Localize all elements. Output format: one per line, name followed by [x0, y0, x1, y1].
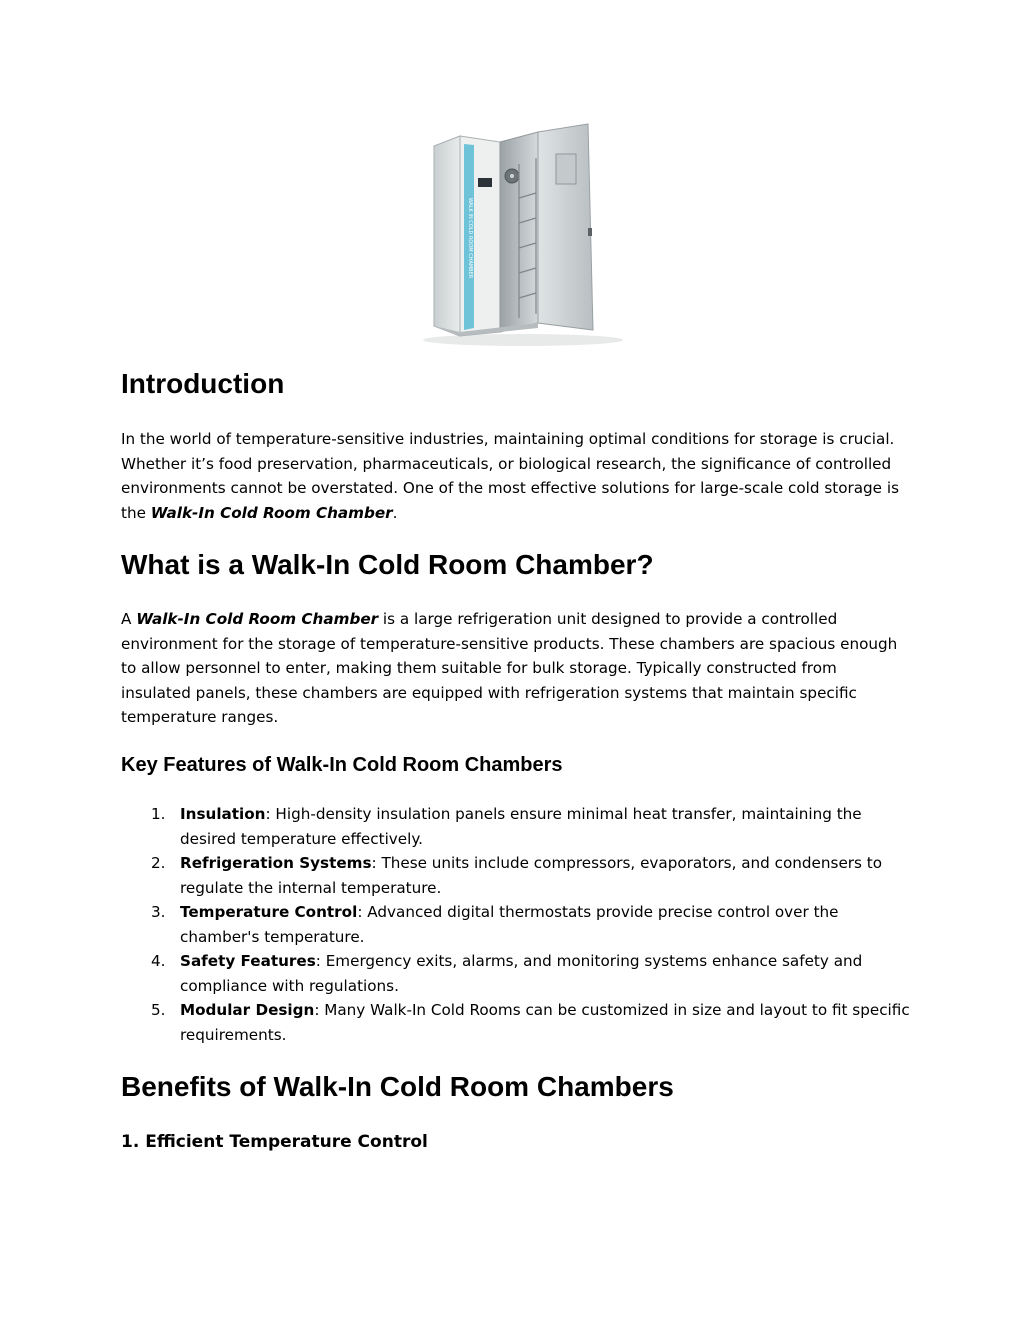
- introduction-heading: Introduction: [121, 368, 285, 399]
- key-features-list: [121, 802, 911, 1047]
- feature-description: : Advanced digital thermostats provide precise control over the chamber's temperature.: [180, 903, 839, 946]
- list-number: 5.: [151, 1001, 166, 1019]
- feature-description: : Many Walk-In Cold Rooms can be customized in size and layout to fit specific requirements.: [180, 1001, 910, 1044]
- feature-description: : These units include compressors, evaporators, and condensers to regulate the internal temperature.: [180, 854, 883, 897]
- feature-term: Insulation: [180, 805, 266, 823]
- benefits-heading: Benefits of Walk-In Cold Room Chambers: [121, 1071, 674, 1102]
- list-item: [121, 851, 911, 900]
- intro-emphasis: Walk-In Cold Room Chamber: [150, 503, 393, 522]
- list-item: [121, 802, 911, 851]
- what-text-start: A: [121, 610, 137, 628]
- list-number: 3.: [151, 903, 166, 921]
- what-text: is a large refrigeration unit designed to provide a controlled environment for the storage of temperature-sensitive products. These chambers are spacious enough to allow personnel to enter, making them suitable for bulk storage. Typically constructed from insulated panels, these chambers are equipped with refrigeration systems that maintain specific temperature ranges.: [121, 610, 898, 726]
- list-item: [121, 949, 911, 998]
- feature-term: Safety Features: [180, 952, 316, 970]
- feature-description: : Emergency exits, alarms, and monitoring systems enhance safety and compliance with regulations.: [180, 952, 863, 995]
- list-number: 4.: [151, 952, 166, 970]
- intro-text-end: .: [392, 503, 398, 522]
- key-features-heading: Key Features of Walk-In Cold Room Chambers: [121, 754, 563, 776]
- what-emphasis: Walk-In Cold Room Chamber: [136, 610, 379, 628]
- list-number: 1.: [151, 805, 166, 823]
- introduction-paragraph: [121, 427, 911, 525]
- cold-room-illustration: [388, 118, 650, 348]
- what-is-heading: What is a Walk-In Cold Room Chamber?: [121, 549, 654, 580]
- intro-text: In the world of temperature-sensitive industries, maintaining optimal conditions for storage is crucial. Whether it’s food preservation, pharmaceuticals, or biological research, the significance of controlled environments cannot be overstated. One of the most effective solutions for large-scale cold storage is the: [121, 430, 899, 522]
- panel-label-text: WALK IN COLD ROOM CHAMBER: [467, 197, 473, 279]
- list-item: [121, 998, 911, 1047]
- feature-term: Modular Design: [180, 1001, 315, 1019]
- feature-term: Refrigeration Systems: [180, 854, 372, 872]
- list-item: [121, 900, 911, 949]
- feature-term: Temperature Control: [180, 903, 358, 921]
- feature-description: : High-density insulation panels ensure minimal heat transfer, maintaining the desired temperature effectively.: [180, 805, 862, 848]
- walk-in-cold-room-image: [388, 118, 650, 348]
- list-number: 2.: [151, 854, 166, 872]
- what-is-paragraph: [121, 607, 911, 730]
- benefit-subheading-1: 1. Efficient Temperature Control: [121, 1132, 428, 1152]
